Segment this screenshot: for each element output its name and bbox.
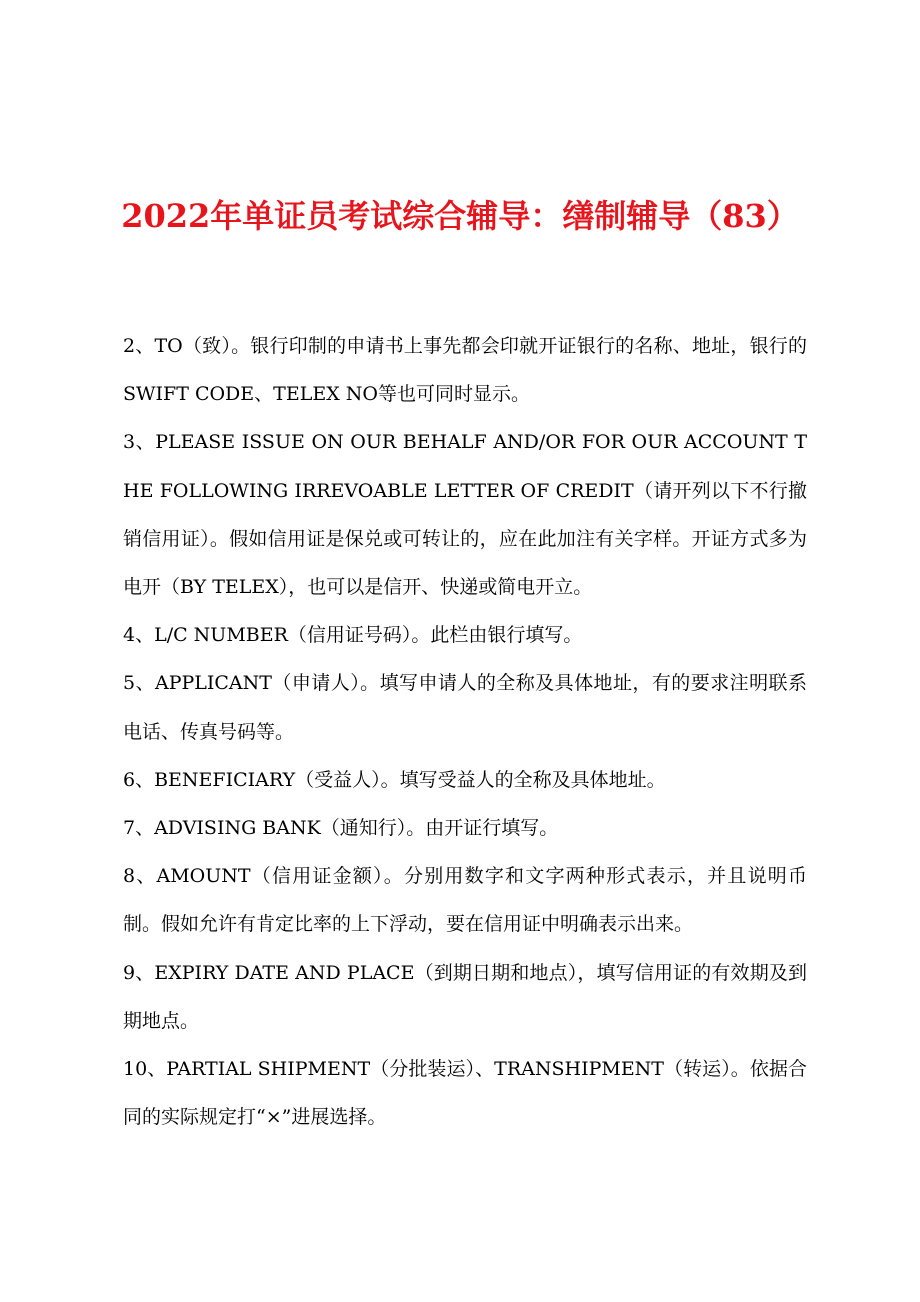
document-title: 2022年单证员考试综合辅导：缮制辅导（83）	[121, 197, 799, 235]
paragraph-lc-number: 4、L/C NUMBER（信用证号码）。此栏由银行填写。	[123, 624, 583, 647]
paragraph-please-issue: 3、PLEASE ISSUE ON OUR BEHALF AND/OR FOR OUR ACCOUNT THE FOLLOWING IRREVOABLE LETTER OF CREDIT（请开列以下不行撤销信用证）。假如信用证是保兑或可转让的，应在此加注有关字样。开证方式多为电开（BY TELEX），也可以是信开、快递或简电开立。	[123, 431, 807, 599]
paragraph-beneficiary: 6、BENEFICIARY（受益人）。填写受益人的全称及具体地址。	[123, 768, 666, 791]
paragraph-amount: 8、AMOUNT（信用证金额）。分别用数字和文字两种形式表示，并且说明币制。假如允许有肯定比率的上下浮动，要在信用证中明确表示出来。	[123, 865, 807, 936]
paragraph-shipment: 10、PARTIAL SHIPMENT（分批装运）、TRANSHIPMENT（转运）。依据合同的实际规定打“×”进展选择。	[123, 1058, 807, 1129]
paragraph-applicant: 5、APPLICANT（申请人）。填写申请人的全称及具体地址，有的要求注明联系电话、传真号码等。	[123, 672, 807, 743]
paragraph-to: 2、TO（致）。银行印制的申请书上事先都会印就开证银行的名称、地址，银行的SWIFT CODE、TELEX NO等也可同时显示。	[123, 335, 807, 406]
document-body	[123, 322, 807, 1141]
paragraph-expiry: 9、EXPIRY DATE AND PLACE（到期日期和地点），填写信用证的有效期及到期地点。	[123, 961, 807, 1032]
paragraph-advising-bank: 7、ADVISING BANK（通知行）。由开证行填写。	[123, 817, 559, 840]
